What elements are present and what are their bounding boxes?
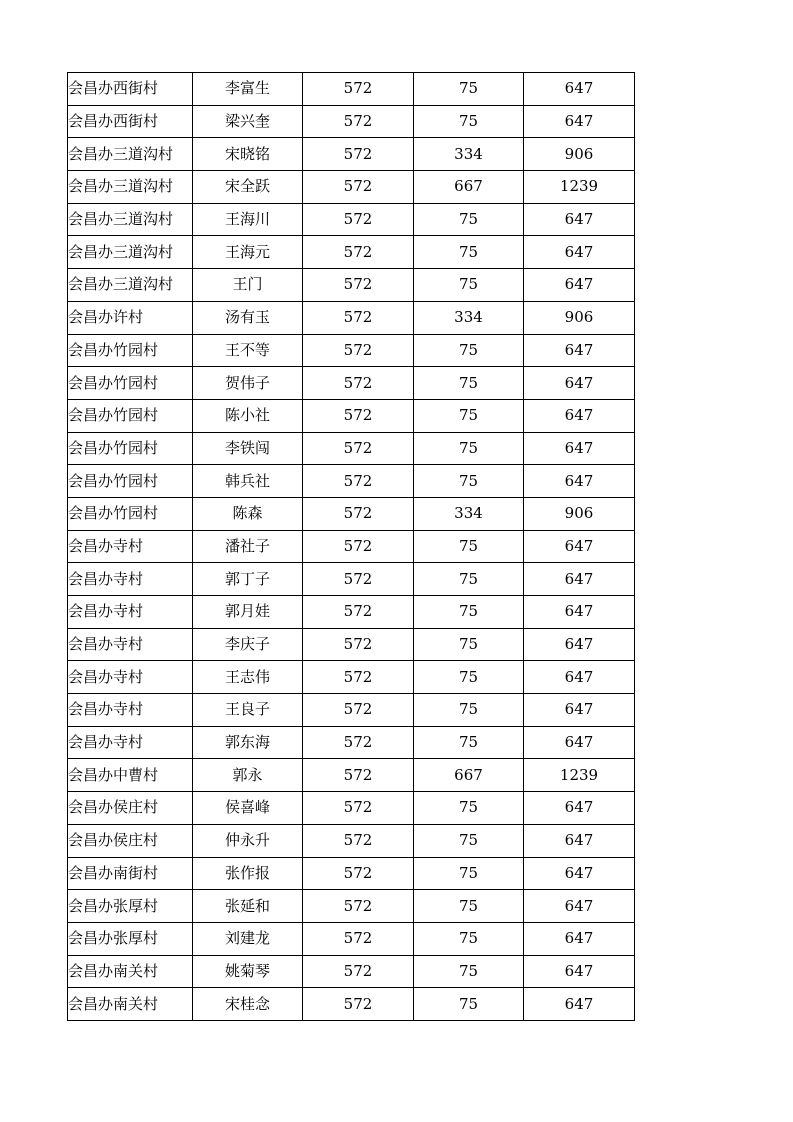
table-row [68, 661, 635, 694]
cell-village: 会昌办三道沟村 [68, 269, 193, 302]
cell-name: 郭东海 [193, 726, 303, 759]
table-row [68, 301, 635, 334]
table-row [68, 138, 635, 171]
table-row [68, 988, 635, 1021]
cell-total: 647 [524, 73, 635, 106]
cell-village: 会昌办许村 [68, 301, 193, 334]
cell-name: 仲永升 [193, 824, 303, 857]
cell-amount-a: 572 [303, 171, 414, 204]
table-row [68, 792, 635, 825]
cell-village: 会昌办南关村 [68, 988, 193, 1021]
cell-village: 会昌办三道沟村 [68, 203, 193, 236]
cell-name: 张作报 [193, 857, 303, 890]
cell-amount-b: 75 [414, 203, 524, 236]
cell-name: 王志伟 [193, 661, 303, 694]
cell-village: 会昌办竹园村 [68, 367, 193, 400]
cell-name: 郭丁子 [193, 563, 303, 596]
table-row [68, 465, 635, 498]
cell-name: 梁兴奎 [193, 105, 303, 138]
cell-village: 会昌办中曹村 [68, 759, 193, 792]
cell-amount-b: 75 [414, 465, 524, 498]
cell-name: 潘社子 [193, 530, 303, 563]
table-row [68, 269, 635, 302]
cell-total: 647 [524, 269, 635, 302]
cell-name: 王海元 [193, 236, 303, 269]
cell-amount-b: 75 [414, 105, 524, 138]
cell-name: 陈小社 [193, 399, 303, 432]
cell-amount-b: 75 [414, 628, 524, 661]
cell-name: 郭月娃 [193, 596, 303, 629]
cell-amount-a: 572 [303, 563, 414, 596]
data-table [67, 72, 635, 1021]
cell-name: 宋全跃 [193, 171, 303, 204]
cell-village: 会昌办竹园村 [68, 497, 193, 530]
table-row [68, 367, 635, 400]
table-row [68, 497, 635, 530]
table-row [68, 726, 635, 759]
cell-amount-b: 75 [414, 988, 524, 1021]
cell-village: 会昌办寺村 [68, 694, 193, 727]
cell-amount-b: 334 [414, 301, 524, 334]
cell-amount-b: 75 [414, 955, 524, 988]
cell-village: 会昌办西街村 [68, 105, 193, 138]
cell-total: 647 [524, 105, 635, 138]
cell-name: 韩兵社 [193, 465, 303, 498]
cell-amount-a: 572 [303, 138, 414, 171]
cell-village: 会昌办南关村 [68, 955, 193, 988]
cell-village: 会昌办竹园村 [68, 432, 193, 465]
cell-amount-a: 572 [303, 73, 414, 106]
cell-name: 郭永 [193, 759, 303, 792]
cell-total: 647 [524, 890, 635, 923]
cell-total: 647 [524, 236, 635, 269]
cell-name: 侯喜峰 [193, 792, 303, 825]
table-row [68, 432, 635, 465]
cell-amount-b: 75 [414, 236, 524, 269]
cell-amount-b: 75 [414, 824, 524, 857]
cell-amount-a: 572 [303, 955, 414, 988]
cell-total: 647 [524, 399, 635, 432]
cell-name: 宋晓铭 [193, 138, 303, 171]
cell-name: 张延和 [193, 890, 303, 923]
cell-amount-a: 572 [303, 988, 414, 1021]
cell-total: 647 [524, 203, 635, 236]
table-row [68, 105, 635, 138]
cell-name: 李富生 [193, 73, 303, 106]
cell-village: 会昌办竹园村 [68, 399, 193, 432]
cell-village: 会昌办侯庄村 [68, 792, 193, 825]
cell-total: 647 [524, 367, 635, 400]
cell-name: 李铁闯 [193, 432, 303, 465]
cell-name: 王海川 [193, 203, 303, 236]
table-row [68, 399, 635, 432]
cell-total: 647 [524, 432, 635, 465]
cell-amount-b: 75 [414, 432, 524, 465]
cell-amount-a: 572 [303, 399, 414, 432]
cell-name: 王不等 [193, 334, 303, 367]
cell-amount-b: 75 [414, 890, 524, 923]
cell-amount-b: 75 [414, 694, 524, 727]
cell-village: 会昌办寺村 [68, 628, 193, 661]
cell-total: 647 [524, 563, 635, 596]
table-body [68, 73, 635, 1021]
cell-amount-a: 572 [303, 269, 414, 302]
cell-amount-a: 572 [303, 301, 414, 334]
cell-amount-b: 75 [414, 792, 524, 825]
cell-amount-a: 572 [303, 628, 414, 661]
cell-amount-a: 572 [303, 497, 414, 530]
cell-name: 王良子 [193, 694, 303, 727]
cell-amount-b: 334 [414, 138, 524, 171]
table-row [68, 236, 635, 269]
cell-total: 1239 [524, 759, 635, 792]
cell-amount-a: 572 [303, 236, 414, 269]
cell-amount-b: 75 [414, 726, 524, 759]
cell-amount-a: 572 [303, 596, 414, 629]
table-row [68, 530, 635, 563]
cell-total: 647 [524, 694, 635, 727]
cell-name: 姚菊琴 [193, 955, 303, 988]
cell-village: 会昌办竹园村 [68, 465, 193, 498]
cell-amount-a: 572 [303, 465, 414, 498]
cell-village: 会昌办寺村 [68, 596, 193, 629]
cell-amount-a: 572 [303, 726, 414, 759]
cell-total: 647 [524, 530, 635, 563]
cell-amount-b: 75 [414, 857, 524, 890]
cell-village: 会昌办三道沟村 [68, 171, 193, 204]
cell-village: 会昌办张厚村 [68, 890, 193, 923]
cell-amount-b: 75 [414, 596, 524, 629]
cell-amount-a: 572 [303, 203, 414, 236]
cell-amount-a: 572 [303, 432, 414, 465]
table-row [68, 334, 635, 367]
cell-amount-a: 572 [303, 922, 414, 955]
cell-village: 会昌办寺村 [68, 661, 193, 694]
table-row [68, 203, 635, 236]
table-row [68, 171, 635, 204]
cell-amount-b: 334 [414, 497, 524, 530]
cell-amount-a: 572 [303, 661, 414, 694]
cell-total: 1239 [524, 171, 635, 204]
cell-village: 会昌办寺村 [68, 563, 193, 596]
cell-name: 李庆子 [193, 628, 303, 661]
cell-amount-a: 572 [303, 530, 414, 563]
cell-amount-b: 75 [414, 73, 524, 106]
cell-name: 汤有玉 [193, 301, 303, 334]
cell-amount-a: 572 [303, 105, 414, 138]
cell-village: 会昌办西街村 [68, 73, 193, 106]
cell-amount-a: 572 [303, 759, 414, 792]
cell-amount-b: 75 [414, 367, 524, 400]
cell-amount-a: 572 [303, 890, 414, 923]
cell-amount-b: 667 [414, 171, 524, 204]
cell-amount-b: 75 [414, 922, 524, 955]
cell-village: 会昌办南街村 [68, 857, 193, 890]
cell-total: 647 [524, 824, 635, 857]
cell-total: 647 [524, 988, 635, 1021]
cell-village: 会昌办竹园村 [68, 334, 193, 367]
cell-amount-b: 75 [414, 399, 524, 432]
table-row [68, 857, 635, 890]
table-row [68, 824, 635, 857]
cell-name: 陈森 [193, 497, 303, 530]
table-row [68, 73, 635, 106]
table-row [68, 955, 635, 988]
cell-village: 会昌办三道沟村 [68, 236, 193, 269]
cell-total: 906 [524, 497, 635, 530]
cell-village: 会昌办寺村 [68, 726, 193, 759]
table-row [68, 922, 635, 955]
cell-total: 647 [524, 596, 635, 629]
cell-amount-a: 572 [303, 334, 414, 367]
table-row [68, 596, 635, 629]
cell-name: 贺伟子 [193, 367, 303, 400]
cell-amount-b: 75 [414, 269, 524, 302]
table-row [68, 890, 635, 923]
cell-village: 会昌办寺村 [68, 530, 193, 563]
cell-total: 906 [524, 301, 635, 334]
cell-total: 906 [524, 138, 635, 171]
cell-amount-a: 572 [303, 824, 414, 857]
cell-amount-a: 572 [303, 857, 414, 890]
cell-name: 宋桂念 [193, 988, 303, 1021]
cell-amount-b: 667 [414, 759, 524, 792]
cell-total: 647 [524, 922, 635, 955]
cell-amount-b: 75 [414, 334, 524, 367]
cell-total: 647 [524, 628, 635, 661]
cell-total: 647 [524, 955, 635, 988]
cell-village: 会昌办张厚村 [68, 922, 193, 955]
cell-amount-b: 75 [414, 563, 524, 596]
cell-amount-b: 75 [414, 661, 524, 694]
cell-amount-a: 572 [303, 367, 414, 400]
cell-name: 刘建龙 [193, 922, 303, 955]
cell-total: 647 [524, 465, 635, 498]
cell-total: 647 [524, 726, 635, 759]
cell-village: 会昌办三道沟村 [68, 138, 193, 171]
cell-total: 647 [524, 334, 635, 367]
cell-total: 647 [524, 661, 635, 694]
table-row [68, 563, 635, 596]
cell-total: 647 [524, 792, 635, 825]
cell-amount-a: 572 [303, 694, 414, 727]
cell-village: 会昌办侯庄村 [68, 824, 193, 857]
table-row [68, 759, 635, 792]
cell-total: 647 [524, 857, 635, 890]
cell-name: 王门 [193, 269, 303, 302]
table-row [68, 628, 635, 661]
cell-amount-b: 75 [414, 530, 524, 563]
table-row [68, 694, 635, 727]
cell-amount-a: 572 [303, 792, 414, 825]
